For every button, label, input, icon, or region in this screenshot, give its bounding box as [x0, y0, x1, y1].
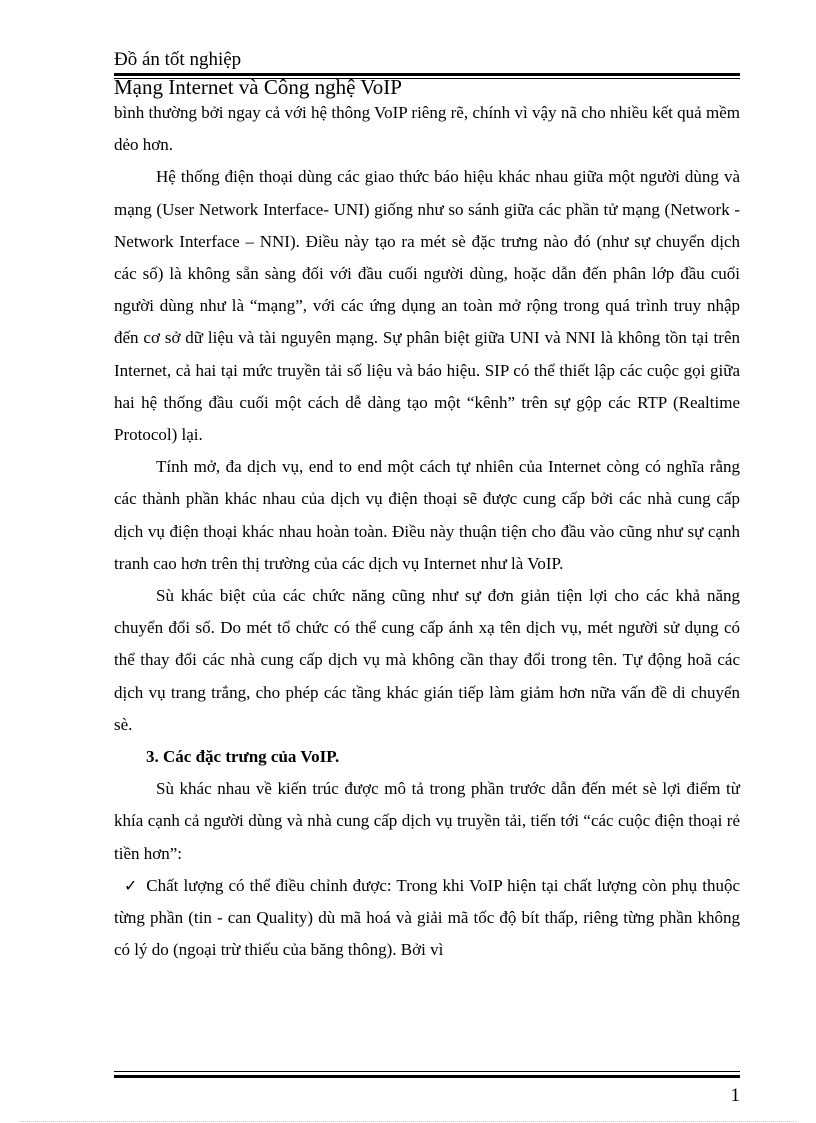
page-edge-divider — [20, 1121, 796, 1122]
paragraph-advantages-intro: Sù khác nhau về kiến trúc được mô tả trong phần trước dẫn đến mét sè lợi điểm từ khía cạnh cả người dùng và nhà cung cấp dịch vụ truyền tải, tiến tới “các cuộc điện thoại rẻ tiền hơn”: — [114, 779, 740, 863]
page-number: 1 — [730, 1085, 740, 1106]
header-document-type: Đồ án tốt nghiệp — [114, 49, 242, 70]
section-heading: 3. Các đặc trưng của VoIP. — [146, 747, 340, 767]
footer-rule-thin — [114, 1071, 740, 1072]
paragraph-continuation: bình thường bởi ngay cả với hệ thông VoIP riêng rẽ, chính vì vậy nã cho nhiều kết quả mềm dẻo hơn. — [114, 103, 740, 155]
bullet-item — [114, 870, 740, 967]
body-text — [114, 97, 740, 966]
header-document-title: Mạng Internet và Công nghệ VoIP — [114, 75, 402, 99]
bullet-text: Chất lượng có thể điều chỉnh được: Trong khi VoIP hiện tại chất lượng còn phụ thuộc từng phần (tin - can Quality) dù mã hoá và giải mã tốc độ bít thấp, riêng từng phần không có lý do (ngoại trừ thiếu của băng thông). Bởi vì — [114, 875, 740, 960]
paragraph-openness: Tính mở, đa dịch vụ, end to end một cách tự nhiên của Internet còng có nghĩa rằng các thành phần khác nhau của dịch vụ điện thoại sẽ được cung cấp bởi các nhà cung cấp dịch vụ điện thoại khác nhau hoàn toàn. Điều này thuận tiện cho đầu vào cũng như sự cạnh tranh cao hơn trên thị trường của các dịch vụ Internet như là VoIP. — [114, 457, 740, 573]
paragraph-uni-nni: Hệ thống điện thoại dùng các giao thức báo hiệu khác nhau giữa một người dùng và mạng (User Network Interface- UNI) giống như so sánh giữa các phần tử mạng (Network - Network Interface – NNI). Điều này tạo ra mét sè đặc trưng nào đó (như sự chuyển dịch các số) là không sẵn sàng đối với đầu cuối người dùng, hoặc dẫn đến phân lớp đầu cuối người dùng như là “mạng”, với các ứng dụng an toàn mở rộng trong quá trình truy nhập đến cơ sở dữ liệu và tài nguyên mạng. Sự phân biệt giữa UNI và NNI là không tồn tại trên Internet, cả hai tại mức truyền tải số liệu và báo hiệu. SIP có thể thiết lập các cuộc gọi giữa hai hệ thống đầu cuối một cách dễ dàng tạo một “kênh” trên sự gộp các RTP (Realtime Protocol) lại. — [114, 167, 740, 445]
checkmark-icon: ✓ — [124, 875, 139, 895]
footer-rule-thick — [114, 1075, 740, 1078]
paragraph-number-portability: Sù khác biệt của các chức năng cũng như sự đơn giản tiện lợi cho các khả năng chuyển đổi số. Do mét tổ chức có thể cung cấp ánh xạ tên dịch vụ, mét người sử dụng có thể thay đổi các nhà cung cấp dịch vụ mà không cần thay đổi trong tên. Tự động hoã các dịch vụ trang trắng, cho phép các tầng khác gián tiếp làm giảm hơn nữa vấn đề di chuyển sè. — [114, 586, 740, 734]
